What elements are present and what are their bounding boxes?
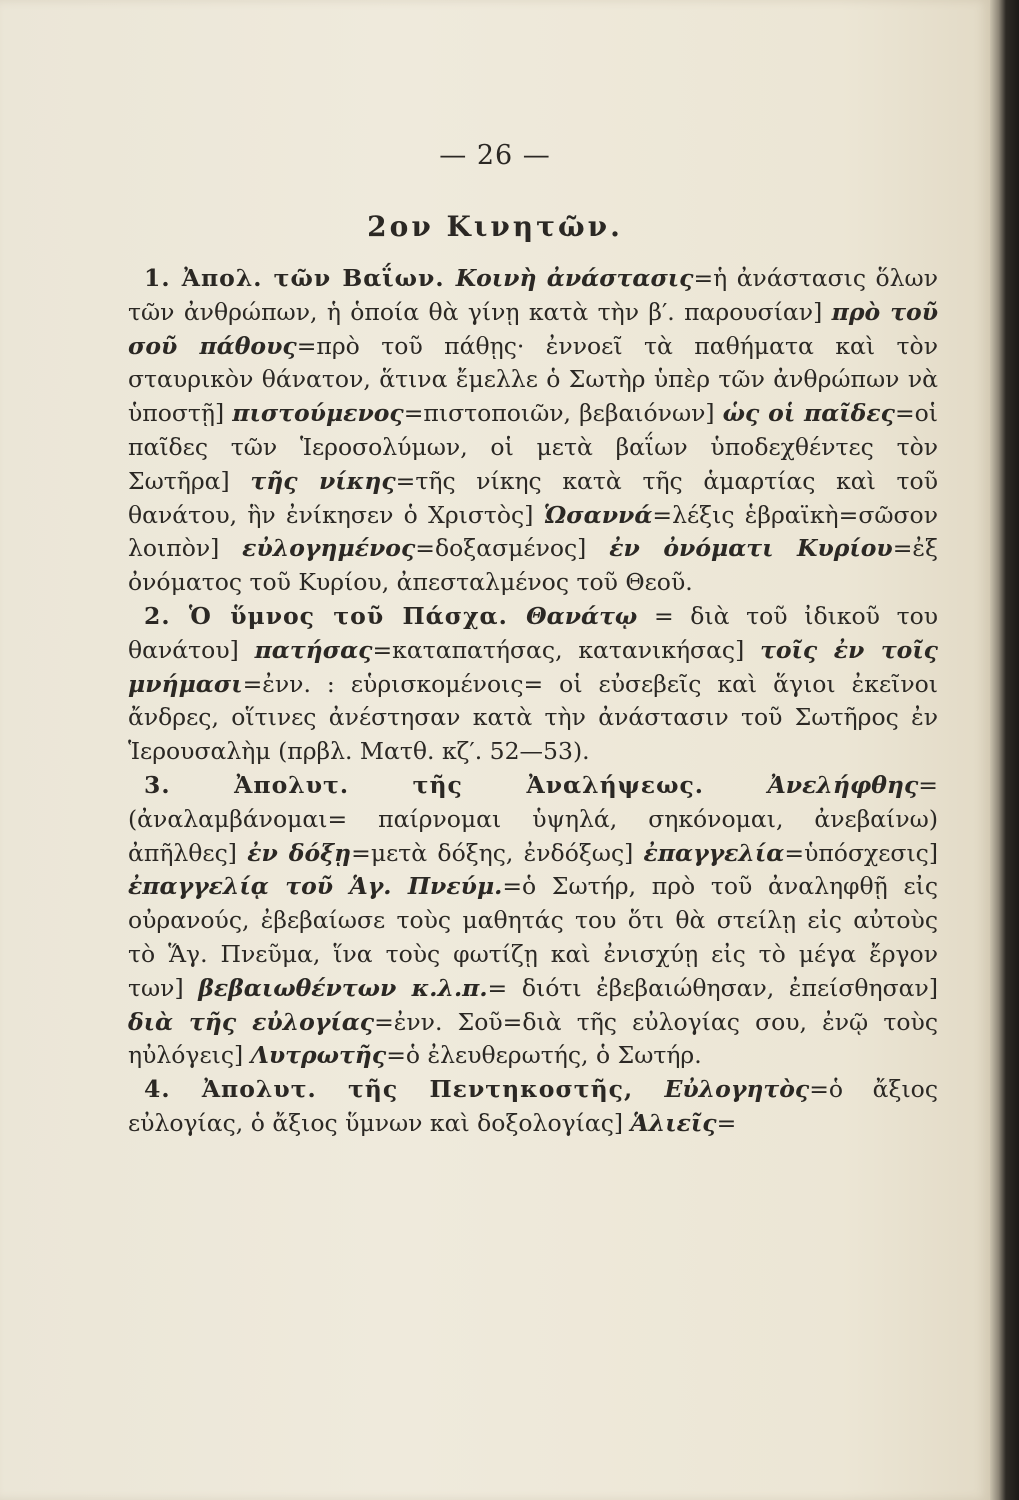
term: Ὡσαννά	[543, 500, 653, 529]
paragraph	[128, 262, 938, 600]
gloss: =ἐνν. : εὑρισκομένοις= οἱ εὐσεβεῖς καὶ ἅγιοι ἐκεῖνοι ἄνδρες, οἵτινες ἀνέστησαν κατὰ τὴν ἀνάστασιν τοῦ Σωτῆρος ἐν Ἱερουσαλὴμ (πρβλ. Ματθ. κζ′. 52—53).	[128, 669, 938, 766]
gloss: =λέξις ἑβραϊκὴ=σῶσον λοιπὸν]	[128, 500, 938, 563]
gloss: =ἐνν. Σοῦ=διὰ τῆς εὐλογίας σου, ἐνῷ τοὺς ηὐλόγεις]	[128, 1007, 938, 1070]
gloss: =τῆς νίκης κατὰ τῆς ἁμαρτίας καὶ τοῦ θανάτου, ἣν ἐνίκησεν ὁ Χριστὸς]	[128, 466, 938, 529]
term: ἐπαγγελία	[643, 838, 785, 867]
term: τῆς νίκης	[250, 466, 396, 495]
term: ἐπαγγελίᾳ τοῦ Ἁγ. Πνεύμ.	[128, 872, 503, 901]
gloss: =ἐξ ὀνόματος τοῦ Κυρίου, ἀπεσταλμένος τοῦ Θεοῦ.	[128, 534, 938, 597]
page-number: — 26 —	[439, 140, 551, 171]
gloss: =οἱ παῖδες τῶν Ἱεροσολύμων, οἱ μετὰ βαΐων ὑποδεχθέντες τὸν Σωτῆρα]	[128, 399, 938, 495]
paragraph	[128, 600, 938, 769]
section-heading: 2ον Κινητῶν.	[367, 210, 623, 243]
gloss: =δοξασμένος]	[415, 534, 610, 563]
gloss: =ἡ ἀνάστασις ὅλων τῶν ἀνθρώπων, ἡ ὁποία θὰ γίνῃ κατὰ τὴν β′. παρουσίαν]	[128, 264, 939, 326]
gloss: =πρὸ τοῦ πάθῃς· ἐννοεῖ τὰ παθήματα καὶ τὸν σταυρικὸν θάνατον, ἅτινα ἔμελλε ὁ Σωτὴρ ὑπὲρ τῶν ἀνθρώπων νὰ ὑποστῇ]	[128, 331, 938, 428]
term: Ἀνελήφθης	[767, 770, 919, 799]
gloss: =μετὰ δόξης, ἐνδόξως]	[351, 838, 644, 867]
term: πρὸ τοῦ σοῦ πάθους	[128, 297, 938, 360]
term: Λυτρωτῆς	[250, 1041, 387, 1070]
gloss: =(ἀναλαμβάνομαι= παίρνομαι ὑψηλά, σηκόνομαι, ἀνεβαίνω) ἀπῆλθες]	[128, 770, 938, 867]
gloss: =καταπατήσας, κατανικήσας]	[372, 635, 761, 664]
body-text	[128, 262, 938, 1141]
term: Κοινὴ ἀνάστασις	[455, 264, 694, 292]
gloss: =πιστοποιῶν, βεβαιόνων]	[403, 399, 723, 428]
paragraph	[128, 1073, 938, 1141]
paragraph	[128, 769, 938, 1073]
gloss: = διότι ἐβεβαιώθησαν, ἐπείσθησαν]	[487, 973, 938, 1002]
book-spine-edge	[990, 0, 1019, 1500]
term: τοῖς ἐν τοῖς μνήμασι	[128, 635, 938, 698]
gloss: =	[716, 1108, 737, 1137]
gloss: =ὁ ἐλευθερωτής, ὁ Σωτήρ.	[386, 1041, 702, 1070]
term: ἐν ὀνόματι Κυρίου	[609, 534, 893, 563]
term: Εὐλογητὸς	[664, 1075, 810, 1104]
term: πιστούμενος	[232, 399, 404, 428]
paragraph-label: 3. Ἀπολυτ. τῆς Ἀναλήψεως.	[144, 770, 768, 799]
term: πατήσας	[254, 635, 373, 664]
term: διὰ τῆς εὐλογίας	[128, 1007, 375, 1036]
term: ὡς οἱ παῖδες	[722, 399, 895, 428]
gloss: =ὑπόσχεσις]	[784, 838, 938, 867]
term: εὐλογημένος	[242, 534, 416, 563]
term: βεβαιωθέντων κ.λ.π.	[198, 973, 488, 1002]
paragraph-label: 4. Ἀπολυτ. τῆς Πεντηκοστῆς,	[144, 1075, 665, 1104]
paragraph-label: 2. Ὁ ὕμνος τοῦ Πάσχα.	[144, 601, 527, 630]
gloss: = διὰ τοῦ ἰδικοῦ του θανάτου]	[128, 601, 939, 664]
gloss: =ὁ ἄξιος εὐλογίας, ὁ ἄξιος ὕμνων καὶ δοξολογίας]	[128, 1075, 938, 1137]
term: Ἁλιεῖς	[630, 1108, 717, 1137]
gloss: =ὁ Σωτήρ, πρὸ τοῦ ἀναληφθῇ εἰς οὐρανούς, ἐβεβαίωσε τοὺς μαθητάς του ὅτι θὰ στείλῃ εἰς αὐτοὺς τὸ Ἅγ. Πνεῦμα, ἵνα τοὺς φωτίζῃ καὶ ἐνισχύῃ εἰς τὸ μέγα ἔργον των]	[128, 872, 939, 1002]
term: Θανάτῳ	[526, 601, 638, 630]
paragraph-label: 1. Ἀπολ. τῶν Βαΐων.	[144, 264, 456, 292]
term: ἐν δόξῃ	[247, 838, 352, 867]
